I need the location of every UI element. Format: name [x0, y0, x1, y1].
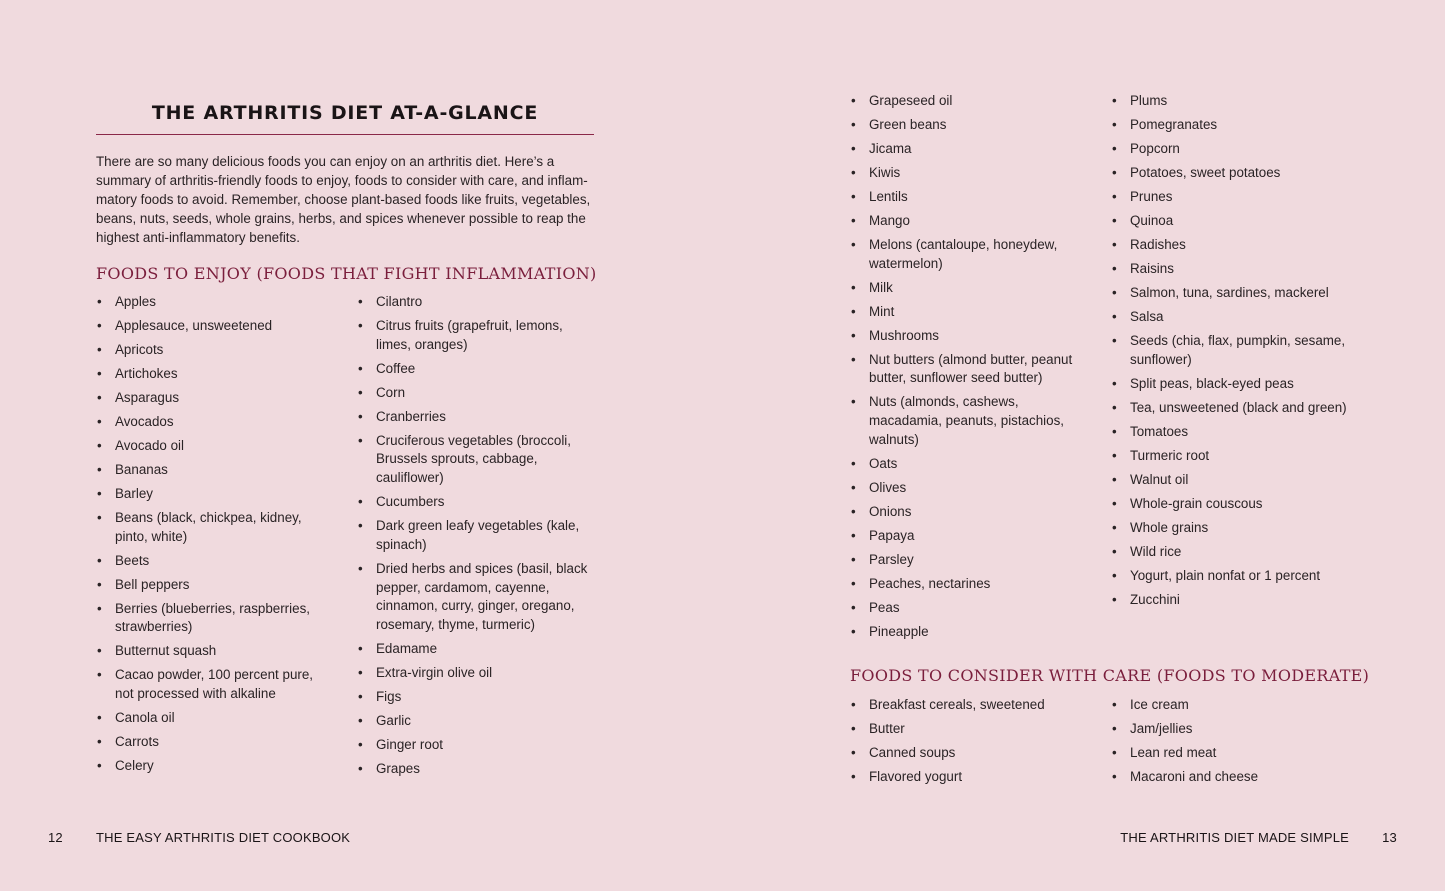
list-item: • Cranberries: [358, 408, 594, 427]
list-item: • Plums: [1112, 92, 1352, 111]
list-item: • Whole-grain couscous: [1112, 495, 1352, 514]
list-item: • Bell peppers: [97, 576, 322, 595]
list-item: • Grapeseed oil: [851, 92, 1083, 111]
list-item: • Dried herbs and spices (basil, black pepper, cardamom, cayenne, cinnamon, curry, ginger, oregano, rosemary, thyme, turmeric): [358, 560, 594, 635]
list-item: • Popcorn: [1112, 140, 1352, 159]
list-item: • Canola oil: [97, 709, 322, 728]
list-item: • Turmeric root: [1112, 447, 1352, 466]
list-item: • Beans (black, chickpea, kidney, pinto, white): [97, 509, 322, 546]
list-item: • Corn: [358, 384, 594, 403]
list-item: • Salmon, tuna, sardines, mackerel: [1112, 284, 1352, 303]
list-item: • Cucumbers: [358, 493, 594, 512]
list-item: • Onions: [851, 503, 1083, 522]
list-item: • Parsley: [851, 551, 1083, 570]
foods-to-consider-heading: FOODS TO CONSIDER WITH CARE (FOODS TO MODERATE): [850, 666, 1370, 685]
list-item: • Flavored yogurt: [851, 768, 1083, 787]
list-item: • Asparagus: [97, 389, 322, 408]
list-item: • Celery: [97, 757, 322, 776]
list-item: • Raisins: [1112, 260, 1352, 279]
list-item: • Radishes: [1112, 236, 1352, 255]
list-item: • Kiwis: [851, 164, 1083, 183]
list-item: • Beets: [97, 552, 322, 571]
list-item: • Tea, unsweetened (black and green): [1112, 399, 1352, 418]
list-item: • Berries (blueberries, raspberries, strawberries): [97, 600, 322, 637]
list-item: • Olives: [851, 479, 1083, 498]
list-item: • Mango: [851, 212, 1083, 231]
intro-paragraph: There are so many delicious foods you can enjoy on an arthritis diet. Here’s a summary of arthritis-friendly foods to enjoy, foods to consider with care, and inflam-matory foods to avoid. Remember, choose plant-based foods like fruits, vegetables, beans, nuts, seeds, whole grains, herbs, and spices whenever possible to reap the highest anti-inflammatory benefits.: [96, 154, 591, 245]
list-item: • Papaya: [851, 527, 1083, 546]
list-item: • Citrus fruits (grapefruit, lemons, limes, oranges): [358, 317, 594, 354]
list-item: • Bananas: [97, 461, 322, 480]
list-item: • Cruciferous vegetables (broccoli, Brussels sprouts, cabbage, cauliflower): [358, 432, 594, 488]
list-item: • Lean red meat: [1112, 744, 1352, 763]
list-item: • Whole grains: [1112, 519, 1352, 538]
list-item: • Avocado oil: [97, 437, 322, 456]
list-item: • Wild rice: [1112, 543, 1352, 562]
list-item: • Macaroni and cheese: [1112, 768, 1352, 787]
list-item: • Potatoes, sweet potatoes: [1112, 164, 1352, 183]
list-item: • Tomatoes: [1112, 423, 1352, 442]
list-item: • Yogurt, plain nonfat or 1 percent: [1112, 567, 1352, 586]
list-item: • Canned soups: [851, 744, 1083, 763]
list-item: • Apricots: [97, 341, 322, 360]
list-item: • Nuts (almonds, cashews, macadamia, peanuts, pistachios, walnuts): [851, 393, 1083, 449]
list-item: • Figs: [358, 688, 594, 707]
list-item: • Extra-virgin olive oil: [358, 664, 594, 683]
list-item: • Grapes: [358, 760, 594, 779]
foods-to-enjoy-list-1: [97, 293, 322, 781]
list-item: • Green beans: [851, 116, 1083, 135]
list-item: • Breakfast cereals, sweetened: [851, 696, 1083, 715]
list-item: • Melons (cantaloupe, honeydew, watermelon): [851, 236, 1083, 273]
list-item: • Coffee: [358, 360, 594, 379]
list-item: • Split peas, black-eyed peas: [1112, 375, 1352, 394]
list-item: • Zucchini: [1112, 591, 1352, 610]
list-item: • Quinoa: [1112, 212, 1352, 231]
list-item: • Jam/jellies: [1112, 720, 1352, 739]
list-item: • Barley: [97, 485, 322, 504]
list-item: • Ginger root: [358, 736, 594, 755]
list-item: • Pomegranates: [1112, 116, 1352, 135]
list-item: • Dark green leafy vegetables (kale, spinach): [358, 517, 594, 554]
right-page: [722, 0, 1445, 891]
list-item: • Nut butters (almond butter, peanut butter, sunflower seed butter): [851, 351, 1083, 388]
list-item: • Lentils: [851, 188, 1083, 207]
list-item: • Butternut squash: [97, 642, 322, 661]
list-item: • Jicama: [851, 140, 1083, 159]
list-item: • Peaches, nectarines: [851, 575, 1083, 594]
list-item: • Applesauce, unsweetened: [97, 317, 322, 336]
list-item: • Edamame: [358, 640, 594, 659]
page-number-right: 13: [1382, 830, 1397, 845]
list-item: • Pineapple: [851, 623, 1083, 642]
foods-to-enjoy-list-2: [358, 293, 594, 784]
foods-to-consider-list-1: [851, 696, 1083, 792]
list-item: • Carrots: [97, 733, 322, 752]
page-number-left: 12: [48, 830, 63, 845]
list-item: • Mint: [851, 303, 1083, 322]
foods-to-enjoy-list-3: [851, 92, 1083, 647]
left-page: [0, 0, 722, 891]
list-item: • Garlic: [358, 712, 594, 731]
foods-to-enjoy-heading: FOODS TO ENJOY (FOODS THAT FIGHT INFLAMMATION): [96, 264, 597, 283]
list-item: • Milk: [851, 279, 1083, 298]
list-item: • Salsa: [1112, 308, 1352, 327]
list-item: • Cilantro: [358, 293, 594, 312]
title-divider: [96, 134, 594, 135]
list-item: • Walnut oil: [1112, 471, 1352, 490]
list-item: • Peas: [851, 599, 1083, 618]
foods-to-enjoy-list-4: [1112, 92, 1352, 615]
list-item: • Butter: [851, 720, 1083, 739]
running-head-left: THE EASY ARTHRITIS DIET COOKBOOK: [96, 830, 351, 845]
list-item: • Apples: [97, 293, 322, 312]
list-item: • Oats: [851, 455, 1083, 474]
list-item: • Ice cream: [1112, 696, 1352, 715]
foods-to-consider-list-2: [1112, 696, 1352, 792]
running-head-right: THE ARTHRITIS DIET MADE SIMPLE: [1120, 830, 1349, 845]
list-item: • Avocados: [97, 413, 322, 432]
list-item: • Artichokes: [97, 365, 322, 384]
list-item: • Mushrooms: [851, 327, 1083, 346]
list-item: • Cacao powder, 100 percent pure, not processed with alkaline: [97, 666, 322, 703]
page-title: THE ARTHRITIS DIET AT-A-GLANCE: [151, 102, 539, 124]
list-item: • Prunes: [1112, 188, 1352, 207]
list-item: • Seeds (chia, flax, pumpkin, sesame, sunflower): [1112, 332, 1352, 369]
